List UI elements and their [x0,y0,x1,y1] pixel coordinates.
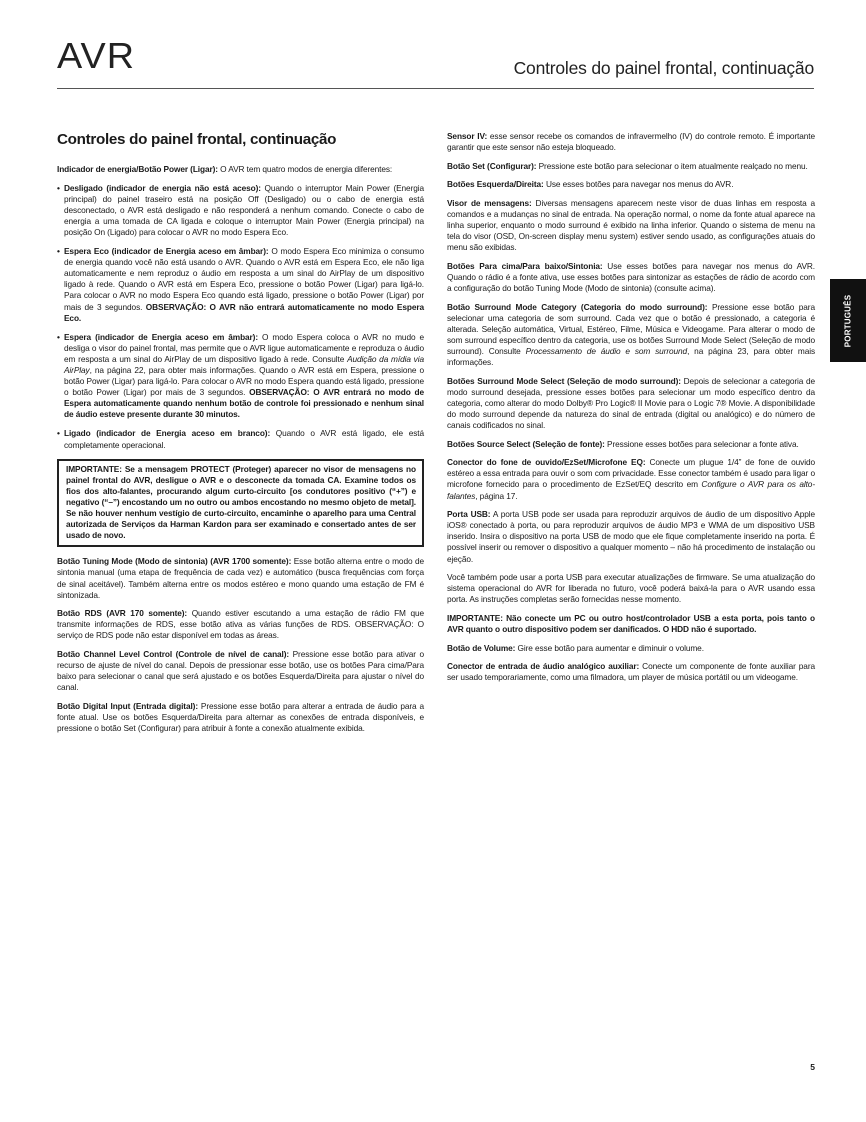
brand-logo: AVR [57,35,136,76]
paragraph-text: Pressione este botão para selecionar o item atualmente realçado no menu. [536,160,808,171]
up-down-buttons-paragraph [447,261,815,294]
paragraph-text: Quando o interruptor Main Power (Energia principal) do painel traseiro está na posição Off (Desligado) ou o cabo de energia está desconectado, o AVR está desligado e não responderá a nenhum comando. Conecte o cabo de energia a uma tomada de CA ligada e coloque o interruptor Main Power (Energia principal) na posição On (Ligado) para colocar o AVR no modo Espera Eco. [64,182,424,237]
paragraph-text: esse sensor recebe os comandos de infravermelho (IV) do controle remoto. É importante garantir que este sensor não esteja bloqueado. [447,131,816,153]
headphone-jack-paragraph [447,457,815,501]
paragraph-text: Esse botão alterna entre o modo de sintonia manual (uma etapa de frequência de cada vez) e automático (busca frequências com força de sinal aceitável). Também alterna entre os modos estéreo e mono quando uma estação de FM é sintonizada. [57,556,424,600]
term-label: Botões Para cima/Para baixo/Sintonia: [447,260,603,271]
set-button-paragraph [447,161,815,172]
term-label: Ligado (indicador de Energia aceso em branco): [64,428,271,439]
list-item-off [57,183,424,238]
usb-port-paragraph [447,509,815,564]
term-label: Espera (indicador de Energia aceso em âmbar): [64,331,259,342]
list-item-on [57,428,424,450]
paragraph-text: Quando estiver escutando a uma estação de rádio FM que transmite informações de RDS, esse botão ativa as várias funções de RDS. OBSERVAÇÃO: O serviço de RDS pode não estar disponível em todas as áreas. [57,608,424,641]
term-label: Botão Digital Input (Entrada digital): [57,700,199,711]
term-label: Indicador de energia/Botão Power (Ligar): [57,164,218,174]
language-tab-label: PORTUGUÊS [843,294,853,347]
surround-select-paragraph [447,376,815,431]
note-text: OBSERVAÇÃO: O AVR não entrará automaticamente no modo Espera Eco. [64,301,425,323]
term-label: Botão Tuning Mode (Modo de sintonia) (AVR 1700 somente): [57,556,292,567]
paragraph-text: Use esses botões para navegar nos menus do AVR. Quando o rádio é a fonte ativa, use esses botões para sintonizar as estações de rádio de acordo com a configuração do botão Tuning Mode (Modo de sintonia) (consulte acima). [447,260,815,294]
message-display-paragraph [447,198,815,253]
paragraph-text: Pressione esse botão para alterar a entrada de áudio para a fonte atual. Use os botões Esquerda/Direita para alternar as conexões de entrada disponíveis, e pressione o botão Set (Configurar) para atribuir à fonte a conexão atualmente exibida. [57,700,424,734]
cross-reference: Processamento de áudio e som surround [525,346,688,356]
paragraph-text: A porta USB pode ser usada para reproduzir arquivos de áudio de um dispositivo Apple iOS® conectado à porta, ou para reproduzir arquivos de áudio MP3 e WMA de um dispositivo USB inserido. Insira o dispositivo na porta USB de modo que ele fique completamente inserido na porta. É possível inserir ou remover o dispositivo a qualquer momento – não há procedimento de instalação ou ejeção. [447,509,816,564]
volume-paragraph [447,643,815,654]
ir-sensor-paragraph [447,131,815,153]
paragraph-text: Diversas mensagens aparecem neste visor de duas linhas em resposta a comandos e a mudanças no sinal de entrada. Na operação normal, o nome da fonte atual aparece na linha superior, enquanto o modo surround é exibido na linha inferior. Quando o sistema de menu na tela do visor (OSD, On-screen display menu system) estiver sendo usado, as configurações atuais do menu são exibidas. [447,197,815,253]
language-tab [830,279,866,362]
term-label: Conector do fone de ouvido/EzSet/Microfone EQ: [447,457,646,468]
term-label: Botões Surround Mode Select (Seleção de modo surround): [447,375,681,386]
firmware-paragraph: Você também pode usar a porta USB para executar atualizações de firmware. Se uma atualização do sistema operacional do AVR for liberada no futuro, você poderá baixá-la para o AVR usando essa porta. As instruções completas serão fornecidas nesse momento. [447,572,815,605]
page-number: 5 [810,1062,815,1072]
right-column [447,131,815,691]
protect-warning-box: IMPORTANTE: Se a mensagem PROTECT (Proteger) aparecer no visor de mensagens no painel frontal do AVR, desligue o AVR e o desconecte da tomada CA. Examine todos os fios dos alto-falantes, procurando algum curto-circuito [os condutores positivo (“+”) e negativo (“–”) encostando um no outro ou ambos encostando no mesmo objeto de metal]. Se não houver nenhum vestígio de curto-circuito, encaminhe o aparelho para uma Central autorizada de Serviços da Harman Kardon para ser examinado e consertado antes de ser usado de novo. [57,459,424,548]
paragraph-text: Quando o AVR está ligado, ele está completamente operacional. [64,428,424,450]
tuning-mode-paragraph [57,556,424,600]
term-label: Botões Esquerda/Direita: [447,179,544,190]
list-item-eco-standby [57,246,424,324]
paragraph-text: , na página 23, para obter mais informações. [447,346,815,368]
paragraph-text: O modo Espera Eco minimiza o consumo de energia quando você não está usando o AVR. Quando o AVR está em Espera Eco, ele não liga automaticamente e nem reproduz o áudio em resposta a um sinal do AirPlay de um dispositivo ligado à rede. Quando o AVR está em Espera Eco, pressione o botão Power (Ligar) para ligá-lo. Para colocar o AVR no modo Espera Eco quando está ligado, pressione o botão Power (Ligar) por mais de 3 segundos. [64,246,424,312]
term-label: Botão Set (Configurar): [447,160,537,171]
term-label: Desligado (indicador de energia não está aceso): [64,182,261,193]
paragraph-text: Pressione esse botão para selecionar uma categoria de som surround. Cada vez que o botão é pressionado, a categoria é alterada. Seleção automática, Virtual, Estéreo, Filme, Música e Videogame. Para alterar o modo de som surround específico dentro da categoria, use os botões Surround Mode Select (Seleção de modo surround). Consulte [447,301,815,356]
channel-level-paragraph [57,649,424,693]
term-label: Visor de mensagens: [447,197,532,208]
term-label: Porta USB: [447,509,491,520]
source-select-paragraph [447,439,815,450]
term-label: Botão de Volume: [447,642,516,653]
term-label: Botões Source Select (Seleção de fonte): [447,438,605,449]
paragraph-text: O AVR tem quatro modos de energia diferentes: [217,164,393,174]
paragraph-text: Pressione esse botão para ativar o recurso de ajuste de nível do canal. Depois de pressionar esse botão, use os botões Para cima/Para baixo para selecionar o canal que será ajustado e os botões Esquerda/Direita para ajustar o nível do canal. [57,648,424,693]
paragraph-text: Pressione esses botões para selecionar a fonte ativa. [604,438,799,449]
warning-text: IMPORTANTE: Não conecte um PC ou outro host/controlador USB a esta porta, pois tanto o AVR quanto o outro dispositivo podem ser danificados. O HDD não é suportado. [447,612,815,634]
power-indicator-paragraph [57,164,424,175]
surround-category-paragraph [447,302,815,369]
left-right-buttons-paragraph [447,179,815,190]
note-text: OBSERVAÇÃO: O AVR entrará no modo de Espera automaticamente quando nenhum botão de controle foi pressionado e nenhum sinal de áudio esteve presente durante 30 minutos. [64,387,424,420]
digital-input-paragraph [57,701,424,734]
term-label: Espera Eco (indicador de Energia aceso em âmbar): [64,246,269,257]
paragraph-text: O modo Espera coloca o AVR no mudo e desliga o visor do painel frontal, mas permite que o AVR ligue automaticamente e reproduza o áudio em resposta a um sinal do AirPlay de um dispositivo ligado à rede. Consulte [64,331,424,364]
running-header-title: Controles do painel frontal, continuação [513,58,814,78]
term-label: Sensor IV: [447,131,488,141]
paragraph-text: Depois de selecionar a categoria de modo surround desejada, pressione esses botões para selecionar um modo específico dentro da categoria, como alterar do modo Dolby® Pro Logic® II Movie para o Logic 7® Movie. A disponibilidade do modo surround depende da natureza do sinal de entrada (digital ou analógico) e do número de canais codificados no sinal. [447,375,815,431]
term-label: Botão Channel Level Control (Controle de nível de canal): [57,648,290,659]
left-column [57,131,424,742]
paragraph-text: , na página 22, para obter mais informações. Quando o AVR está em Espera, pressione o botão Power (Ligar) para ligá-lo. Para colocar o AVR no modo Espera quando está ligado, pressione o botão Power (Ligar) por mais de 3 segundos. [64,365,424,398]
paragraph-text: Use esses botões para navegar nos menus do AVR. [543,179,734,190]
aux-input-paragraph [447,661,815,683]
term-label: Botão RDS (AVR 170 somente): [57,608,188,619]
header-divider [57,88,814,89]
usb-warning-paragraph [447,613,815,635]
paragraph-text: Conecte um plugue 1/4” de fone de ouvido estéreo a essa entrada para ouvir o som com privacidade. Esse conector também é usado para ligar o microfone fornecido para o procedimento de EzSet/EQ descrito em [447,457,815,490]
paragraph-text: Conecte um componente de fonte auxiliar para ser usado temporariamente, como uma filmadora, um player de música portátil ou um videogame. [447,661,816,683]
paragraph-text: Gire esse botão para aumentar e diminuir o volume. [515,642,704,653]
list-item-standby [57,332,424,421]
term-label: Botão Surround Mode Category (Categoria do modo surround): [447,301,708,312]
rds-paragraph [57,608,424,641]
cross-reference: Configure o AVR para os alto-falantes [447,479,815,501]
cross-reference: Audição da mídia via AirPlay [64,353,424,375]
term-label: Conector de entrada de áudio analógico auxiliar: [447,661,640,672]
section-title: Controles do painel frontal, continuação [57,131,337,148]
paragraph-text: , página 17. [475,490,518,501]
